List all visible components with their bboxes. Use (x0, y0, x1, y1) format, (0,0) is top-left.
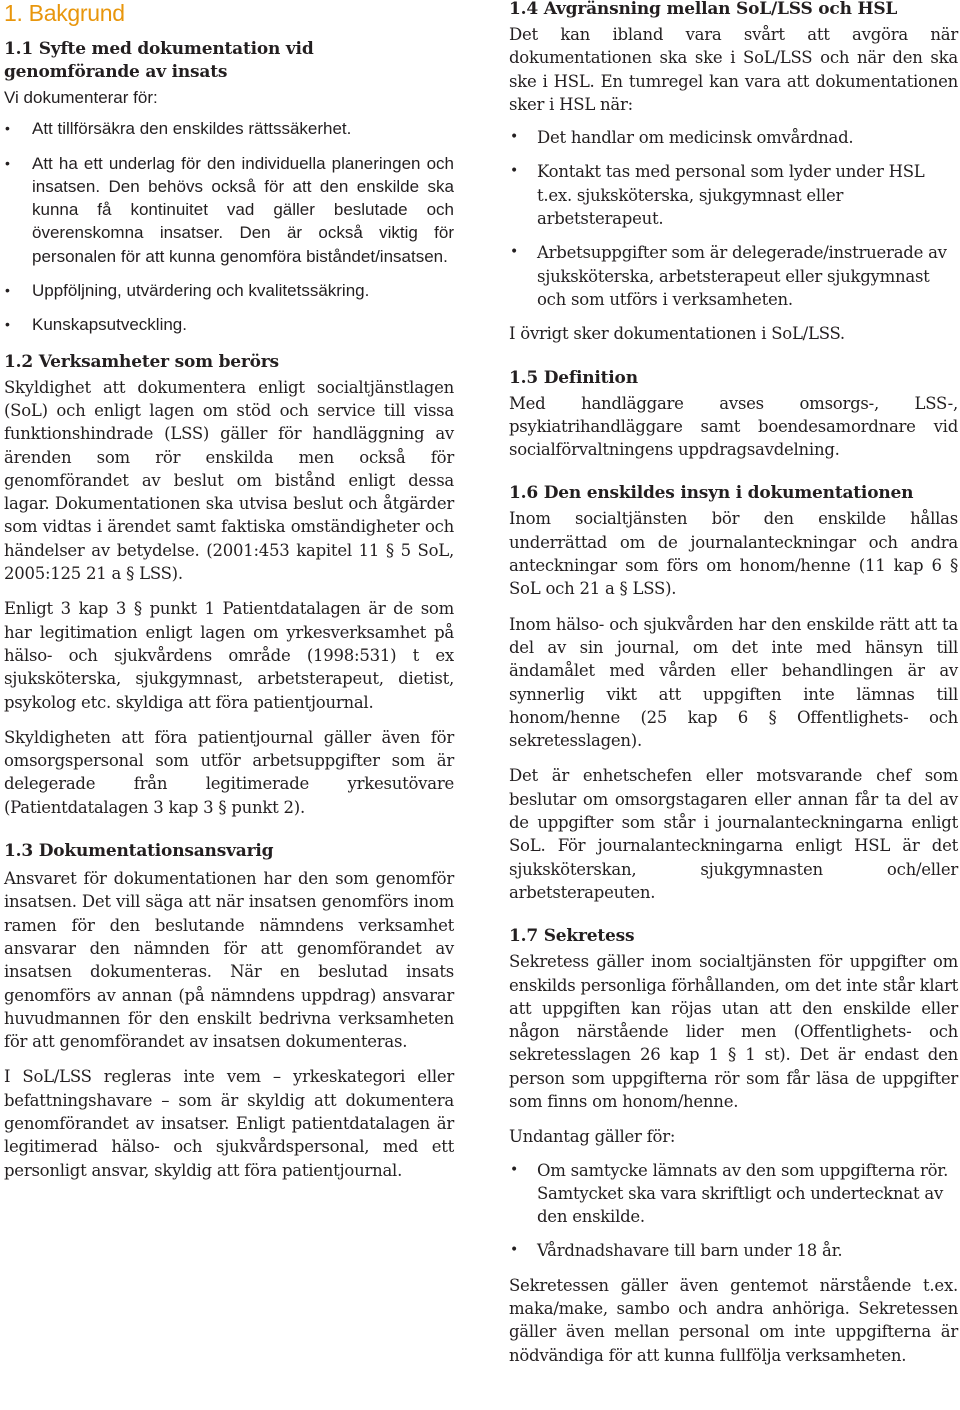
bullet-item (4, 152, 454, 268)
bullet-item (509, 126, 958, 149)
bullet-icon: • (510, 163, 519, 180)
section-1-6-paragraph-2: Inom hälso- och sjukvården har den enskilde rätt att ta del av sin journal, om det inte med hänsyn till ändamålet med vården eller behandlingen är av synnerlig vikt att uppgiften inte lämnas till honom/henne (25 kap 6 § Offentlighets- och sekretesslagen). (509, 614, 958, 751)
left-column (4, 0, 454, 1182)
bullet-icon: • (5, 282, 10, 299)
bullet-item (509, 1159, 958, 1229)
section-1-1-bullet-list (4, 117, 454, 336)
section-1-1-intro: Vi dokumenterar för: (4, 88, 158, 107)
bullet-item (4, 313, 454, 336)
section-1-5-paragraph-1: Med handläggare avses omsorgs-, LSS-, psykiatrihandläggare samt boendesamordnare vid socialförvaltningens uppdragsavdelning. (509, 393, 958, 460)
bullet-item (509, 160, 958, 230)
section-1-5-heading: 1.5 Definition (509, 367, 638, 388)
section-1-7-heading: 1.7 Sekretess (509, 926, 635, 947)
bullet-text: Uppföljning, utvärdering och kvalitetssäkring. (32, 281, 370, 301)
bullet-icon: • (510, 244, 519, 261)
bullet-item (4, 117, 454, 140)
section-1-4-bullet-list (509, 126, 958, 311)
section-1-6-paragraph-3: Det är enhetschefen eller motsvarande chef som beslutar om omsorgstagaren eller annan får ta del av de uppgifter som står i journalanteckningarna enligt SoL. För journalanteckningarna enligt HSL är det sjuksköterskan, sjukgymnasten och/eller arbetsterapeuten. (509, 766, 958, 902)
section-1-1-heading: 1.1 Syfte med dokumentation vid genomförande av insats (4, 39, 314, 82)
bullet-text: Att tillförsäkra den enskildes rättssäkerhet. (32, 119, 352, 139)
section-1-7-paragraph-1: Sekretess gäller inom socialtjänsten för uppgifter om enskilds personliga förhållanden, om det inte står klart att uppgiften kan röjas utan att den enskilde eller någon närstående lider men (Offentlighets- och sekretesslagen 26 kap 1 § 1 st). Det är endast den person som uppgifterna rör som får läsa de uppgifter som finns om honom/henne. (509, 952, 958, 1111)
bullet-icon: • (510, 129, 519, 146)
chapter-title: 1. Bakgrund (4, 0, 125, 26)
section-1-3-paragraph-2: I SoL/LSS regleras inte vem – yrkeskategori eller befattningshavare – som är skyldig att dokumentera genomförandet av insatser. Enligt patientdatalagen är legitimerad hälso- och sjukvårdspersonal, med ett personligt ansvar, skyldig att föra patientjournal. (4, 1067, 454, 1180)
section-1-2-paragraph-2: Enligt 3 kap 3 § punkt 1 Patientdatalagen är de som har legitimation enligt lagen om yrkesverksamhet på hälso- och sjukvårdens område (1998:531) t ex sjuksköterska, sjukgymnast, arbetsterapeut, dietist, psykolog etc. skyldiga att föra patientjournal. (4, 599, 454, 712)
section-1-3-heading: 1.3 Dokumentationsansvarig (4, 841, 274, 862)
section-1-7-paragraph-3: Sekretessen gäller även gentemot närstående t.ex. maka/make, sambo och andra anhöriga. Sekretessen gäller även mellan personal om inte uppgifterna är nödvändiga för att kunna fullfölja verksamheten. (509, 1275, 958, 1365)
right-column (509, 0, 958, 1367)
section-1-4-paragraph-2: I övrigt sker dokumentationen i SoL/LSS. (509, 324, 845, 344)
bullet-text: Vårdnadshavare till barn under 18 år. (537, 1241, 843, 1261)
bullet-icon: • (5, 154, 10, 171)
section-1-6-heading: 1.6 Den enskildes insyn i dokumentationen (509, 483, 914, 504)
section-1-6-paragraph-1: Inom socialtjänsten bör den enskilde hållas underrättad om de journalanteckningar och andra anteckningar som förs om honom/henne (11 kap 6 § SoL och 21 a § LSS). (509, 509, 958, 599)
section-1-2-paragraph-3: Skyldigheten att föra patientjournal gäller även för omsorgspersonal som utför arbetsuppgifter som är delegerade från legitimerade yrkesutövare (Patientdatalagen 3 kap 3 § punkt 2). (4, 727, 454, 817)
bullet-icon: • (5, 120, 10, 137)
section-1-7-paragraph-2: Undantag gäller för: (509, 1127, 676, 1147)
bullet-text: Om samtycke lämnats av den som uppgifterna rör. Samtycket ska vara skriftligt och undertecknat av den enskilde. (537, 1160, 949, 1227)
bullet-text: Att ha ett underlag för den individuella planeringen och insatsen. Den behövs också för att den enskilde ska kunna få kontinuitet vad gäller beslutade och överenskomna insatser. Den är också viktig för personalen för att kunna genomföra biståndet/insatsen. (32, 153, 454, 266)
bullet-text: Kontakt tas med personal som lyder under HSL t.ex. sjuksköterska, sjukgymnast eller arbetsterapeut. (537, 162, 925, 229)
bullet-text: Det handlar om medicinsk omvårdnad. (537, 128, 854, 148)
bullet-item (509, 1239, 958, 1262)
bullet-text: Kunskapsutveckling. (32, 315, 187, 335)
bullet-icon: • (510, 1161, 519, 1178)
section-1-4-heading: 1.4 Avgränsning mellan SoL/LSS och HSL (509, 0, 898, 19)
bullet-icon: • (510, 1242, 519, 1259)
bullet-item (4, 279, 454, 302)
section-1-4-paragraph-1: Det kan ibland vara svårt att avgöra när dokumentationen ska ske i SoL/LSS och när den ska ske i HSL. En tumregel kan vara att dokumentationen sker i HSL när: (509, 25, 958, 114)
section-1-2-heading: 1.2 Verksamheter som berörs (4, 351, 279, 372)
bullet-icon: • (5, 316, 10, 333)
bullet-text: Arbetsuppgifter som är delegerade/instruerade av sjuksköterska, arbetsterapeut eller sjukgymnast och som utförs i verksamheten. (537, 243, 947, 309)
section-1-7-bullet-list (509, 1159, 958, 1263)
section-1-2-paragraph-1: Skyldighet att dokumentera enligt socialtjänstlagen (SoL) och enligt lagen om stöd och service till vissa funktionshindrade (LSS) gäller för handläggning av ärenden som rör enskilda men också för genomförandet av beslut om bistånd enligt dessa lagar. Dokumentationen ska utvisa beslut och åtgärder som vidtas i ärendet samt faktiska omständigheter och händelser av betydelse. (2001:453 kapitel 11 § 5 SoL, 2005:125 21 a § LSS). (4, 377, 454, 584)
section-1-3-paragraph-1: Ansvaret för dokumentationen har den som genomför insatsen. Det vill säga att när insatsen genomförs inom ramen för den beslutande nämndens verksamhet ansvarar den nämnden för att genomförandet av insatsen dokumenteras. När en beslutad insats genomförs av annan (på nämndens uppdrag) ansvarar huvudmannen för den enskilt bedrivna verksamheten för att genomförandet av insatsen dokumenteras. (4, 869, 454, 1052)
bullet-item (509, 241, 958, 311)
